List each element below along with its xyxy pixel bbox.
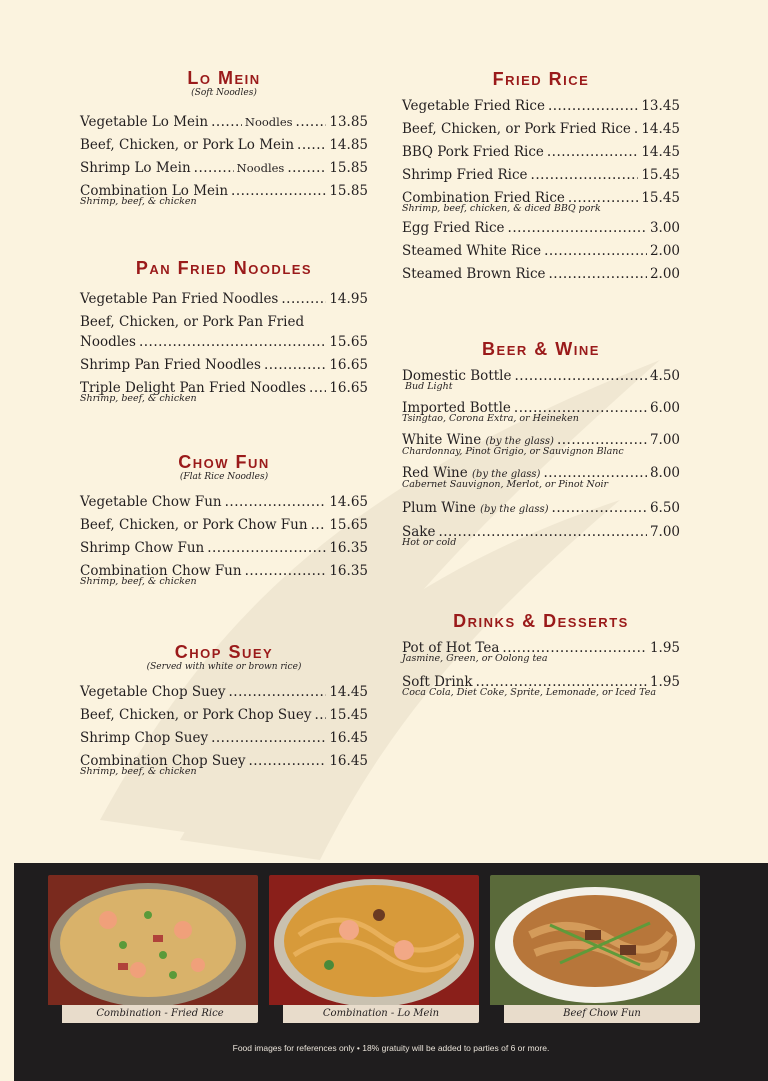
menu-item: [402, 674, 680, 698]
beer-wine-section: [402, 339, 680, 548]
chow-fun-title: Chow Fun: [178, 452, 270, 472]
chow-fun-image: [490, 875, 700, 1005]
menu-item: [80, 114, 368, 131]
item-name: Noodles: [80, 334, 136, 350]
item-price: 15.45: [329, 707, 368, 723]
item-name: Combination Chow Fun: [80, 563, 242, 579]
item-price: 16.35: [329, 563, 368, 579]
item-name: Imported Bottle: [402, 400, 511, 416]
item-name: BBQ Pork Fried Rice: [402, 144, 544, 160]
drinks-title: Drinks & Desserts: [453, 611, 629, 631]
item-name: Pot of Hot Tea: [402, 640, 500, 656]
item-price: 15.85: [329, 183, 368, 199]
menu-item: [80, 563, 368, 587]
chow-fun-section: [80, 452, 368, 587]
item-name: Beef, Chicken, or Pork Fried Rice: [402, 121, 631, 137]
item-price: 3.00: [649, 220, 680, 236]
item-description: Shrimp, beef, & chicken: [80, 393, 197, 404]
menu-item: [402, 167, 680, 184]
menu-item: [402, 524, 680, 548]
photo-caption: Combination - Lo Mein: [283, 1005, 479, 1023]
item-note: (by the glass): [472, 469, 541, 480]
drinks-section: [402, 611, 680, 698]
item-price: 15.45: [641, 167, 680, 183]
menu-item: [402, 190, 680, 214]
chop-suey-section: [80, 642, 368, 777]
item-name: Combination Fried Rice: [402, 190, 565, 206]
menu-item: [80, 137, 368, 154]
menu-item: [402, 368, 680, 392]
menu-item: [80, 540, 368, 557]
menu-item: [402, 640, 680, 664]
item-extra: Noodles: [236, 161, 285, 175]
item-name: Vegetable Chow Fun: [80, 494, 222, 510]
lo-mein-section: [80, 68, 368, 207]
chop-suey-subtitle: (Served with white or brown rice): [146, 662, 302, 672]
menu-item: [402, 243, 680, 260]
item-name: Beef, Chicken, or Pork Chow Fun: [80, 517, 308, 533]
item-price: 15.85: [329, 160, 368, 176]
item-price: 13.45: [641, 98, 680, 114]
item-price: 14.45: [641, 121, 680, 137]
item-description: Shrimp, beef, & chicken: [80, 766, 197, 777]
item-name: Domestic Bottle: [402, 368, 512, 384]
item-name: Plum Wine: [402, 500, 476, 516]
item-extra: Noodles: [244, 115, 293, 129]
item-price: 14.95: [329, 291, 368, 307]
item-name: Vegetable Lo Mein: [80, 114, 209, 130]
photo-fried-rice: [48, 875, 258, 1023]
item-price: 16.65: [329, 357, 368, 373]
lo-mein-image: [269, 875, 479, 1005]
item-price: 14.45: [329, 684, 368, 700]
item-description: Bud Light: [405, 381, 453, 392]
item-name: Shrimp Pan Fried Noodles: [80, 357, 261, 373]
lo-mein-subtitle: (Soft Noodles): [191, 88, 257, 98]
item-name: Shrimp Fried Rice: [402, 167, 528, 183]
item-price: 15.65: [329, 334, 368, 350]
menu-item: [402, 144, 680, 161]
item-price: 4.50: [649, 368, 680, 384]
menu-item: [80, 494, 368, 511]
item-price: 13.85: [329, 114, 369, 130]
item-price: 14.45: [641, 144, 680, 160]
item-name: Sake: [402, 524, 436, 540]
item-description: Jasmine, Green, or Oolong tea: [402, 653, 548, 664]
photo-caption: Combination - Fried Rice: [62, 1005, 258, 1023]
item-price: 14.85: [329, 137, 368, 153]
item-description: Cabernet Sauvignon, Merlot, or Pinot Noir: [402, 479, 609, 490]
item-price: 16.35: [329, 540, 368, 556]
menu-item: [80, 314, 368, 351]
fried-rice-image: [48, 875, 258, 1005]
item-description: Shrimp, beef, chicken, & diced BBQ pork: [402, 203, 601, 214]
item-name: Vegetable Chop Suey: [80, 684, 226, 700]
menu-item: [402, 121, 680, 138]
item-price: 8.00: [649, 465, 680, 481]
menu-item: [80, 753, 368, 777]
item-name: Combination Lo Mein: [80, 183, 229, 199]
item-name: Egg Fried Rice: [402, 220, 505, 236]
item-name: Vegetable Fried Rice: [402, 98, 545, 114]
photo-lo-mein: [269, 875, 479, 1023]
pan-fried-section: [80, 258, 368, 404]
menu-item: [80, 291, 368, 308]
menu-item: [80, 517, 368, 534]
item-price: 7.00: [649, 524, 680, 540]
item-description: Tsingtao, Corona Extra, or Heineken: [402, 413, 579, 424]
chop-suey-title: Chop Suey: [174, 642, 274, 662]
item-price: 7.00: [649, 432, 680, 448]
menu-item: [402, 400, 680, 424]
item-description: Hot or cold: [402, 537, 457, 548]
photo-band: [14, 863, 768, 1081]
item-note: (by the glass): [485, 436, 554, 447]
chow-fun-subtitle: (Flat Rice Noodles): [179, 472, 269, 482]
item-price: 2.00: [649, 243, 680, 259]
lo-mein-title: Lo Mein: [187, 68, 261, 88]
item-name: Triple Delight Pan Fried Noodles: [80, 380, 307, 396]
menu-item: [402, 98, 680, 115]
item-name: Beef, Chicken, or Pork Lo Mein: [80, 137, 295, 153]
item-price: 1.95: [649, 640, 680, 656]
item-price: 6.00: [649, 400, 680, 416]
item-description: Shrimp, beef, & chicken: [80, 576, 197, 587]
menu-item: [80, 707, 368, 724]
photo-chow-fun: [490, 875, 700, 1023]
item-name-line1: Beef, Chicken, or Pork Pan Fried: [80, 314, 305, 330]
item-name: White Wine: [402, 432, 482, 448]
fried-rice-section: [402, 69, 680, 283]
item-name: Beef, Chicken, or Pork Chop Suey: [80, 707, 312, 723]
menu-item: [80, 160, 368, 177]
item-name: Shrimp Chop Suey: [80, 730, 209, 746]
beer-wine-title: Beer & Wine: [482, 339, 600, 359]
item-description: Shrimp, beef, & chicken: [80, 196, 197, 207]
item-name: Vegetable Pan Fried Noodles: [80, 291, 279, 307]
item-description: Chardonnay, Pinot Grigio, or Sauvignon Blanc: [402, 446, 624, 457]
menu-item: [402, 500, 680, 518]
item-name: Shrimp Chow Fun: [80, 540, 205, 556]
menu-item: [402, 432, 680, 457]
menu-item: [402, 465, 680, 490]
menu-item: [80, 684, 368, 701]
item-name: Combination Chop Suey: [80, 753, 246, 769]
item-note: (by the glass): [480, 504, 549, 515]
menu-item: [402, 220, 680, 237]
menu-item: [402, 266, 680, 283]
footnote: Food images for references only • 18% gratuity will be added to parties of 6 or more.: [232, 1043, 550, 1053]
item-price: 1.95: [649, 674, 680, 690]
item-price: 16.45: [329, 730, 368, 746]
item-description: Coca Cola, Diet Coke, Sprite, Lemonade, or Iced Tea: [402, 687, 657, 698]
item-name: Shrimp Lo Mein: [80, 160, 191, 176]
item-price: 2.00: [649, 266, 680, 282]
item-price: 16.65: [329, 380, 368, 396]
menu-item: [80, 380, 368, 404]
item-price: 6.50: [649, 500, 680, 516]
photo-caption: Beef Chow Fun: [504, 1005, 700, 1023]
menu-item: [80, 357, 368, 374]
item-name: Steamed Brown Rice: [402, 266, 546, 282]
menu-item: [80, 730, 368, 747]
item-price: 16.45: [329, 753, 368, 769]
item-price: 15.45: [641, 190, 680, 206]
item-name: Red Wine: [402, 465, 468, 481]
item-price: 15.65: [329, 517, 368, 533]
item-price: 14.65: [329, 494, 368, 510]
pan-fried-title: Pan Fried Noodles: [135, 258, 313, 278]
item-name: Steamed White Rice: [402, 243, 542, 259]
fried-rice-title: Fried Rice: [492, 69, 590, 89]
item-name: Soft Drink: [402, 674, 473, 690]
menu-item: [80, 183, 368, 207]
